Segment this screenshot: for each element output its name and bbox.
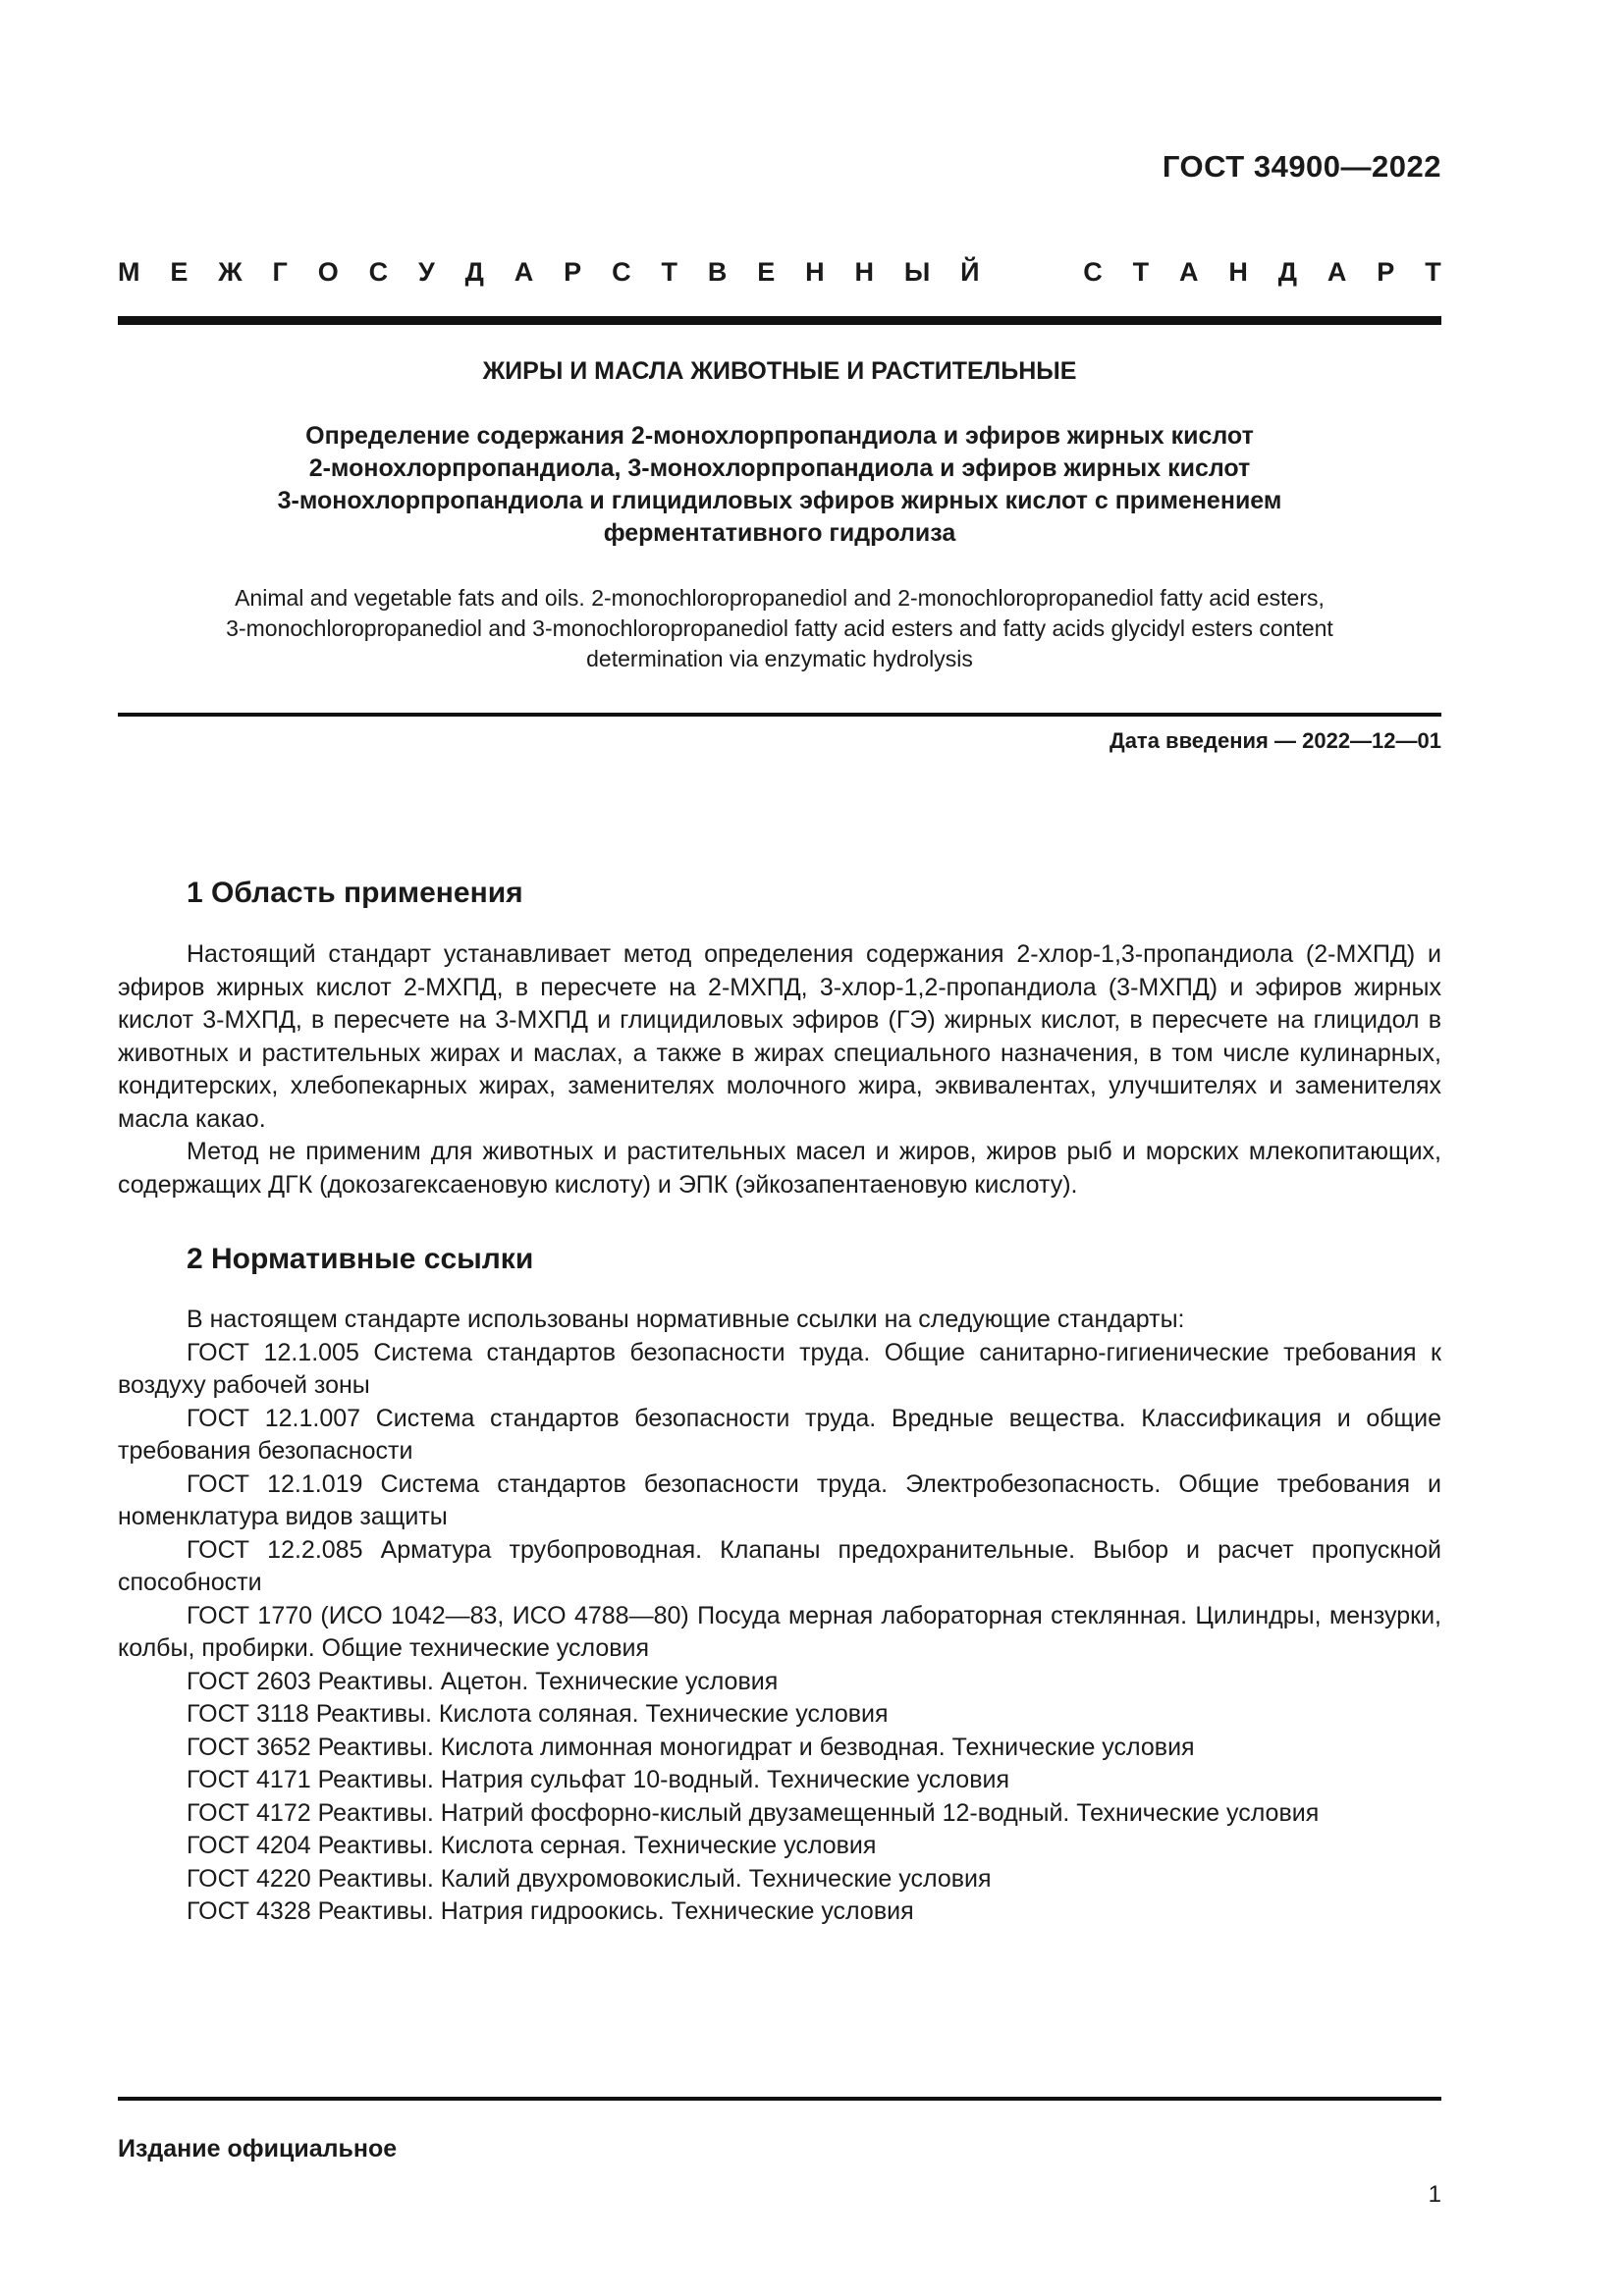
page-number: 1 (1428, 2181, 1441, 2208)
subtitle-line: ферментативного гидролиза (603, 519, 956, 547)
letter: Р (564, 257, 582, 287)
document-title: ЖИРЫ И МАСЛА ЖИВОТНЫЕ И РАСТИТЕЛЬНЫЕ (482, 357, 1077, 385)
reference-item: ГОСТ 4328 Реактивы. Натрия гидроокись. Технические условия (187, 1897, 914, 1925)
letter: Д (464, 257, 484, 287)
reference-item: ГОСТ 2603 Реактивы. Ацетон. Технические условия (187, 1667, 779, 1695)
letter: С (1083, 257, 1103, 287)
letter: Ж (218, 257, 243, 287)
letter: В (707, 257, 728, 287)
reference-item: ГОСТ 1770 (ИСО 1042—83, ИСО 4788—80) Посуда мерная лабораторная стеклянная. Цилиндры, мензурки, колбы, пробирки. Общие технические условия (118, 1601, 1441, 1662)
section-1-body (118, 938, 1441, 1201)
letter: С (368, 257, 389, 287)
english-title-line: Animal and vegetable fats and oils. 2-monochloropropanediol and 2-monochloropropanediol fatty acid esters, (235, 585, 1325, 611)
paragraph: Настоящий стандарт устанавливает метод определения содержания 2-хлор-1,3-пропандиола (2-МХПД) и эфиров жирных кислот 2-МХПД, в пересчете на 2-МХПД, 3-хлор-1,2-пропандиола (3-МХПД) и эфиров жирных кислот 3-МХПД, в пересчете на 3-МХПД и глицидиловых эфиров (ГЭ) жирных кислот, в пересчете на глицидол в животных и растительных жирах и маслах, а также в жирах специального назначения, в том числе кулинарных, кондитерских, хлебопекарных жирах, заменителях молочного жира, эквивалентах, улучшителях и заменителях масла какао. (118, 940, 1441, 1133)
letter: Й (960, 257, 980, 287)
letter: Т (1132, 257, 1150, 287)
reference-item: ГОСТ 12.2.085 Арматура трубопроводная. Клапаны предохранительные. Выбор и расчет пропускной способности (118, 1535, 1441, 1596)
letter: Е (170, 257, 189, 287)
footer-divider (118, 2097, 1441, 2101)
reference-item: ГОСТ 4204 Реактивы. Кислота серная. Технические условия (187, 1832, 877, 1859)
reference-item: ГОСТ 4220 Реактивы. Калий двухромовокислый. Технические условия (187, 1864, 992, 1893)
word-gap (1009, 257, 1053, 288)
letter: Е (757, 257, 776, 287)
section-1-heading: 1 Область применения (187, 877, 523, 909)
english-title-line: determination via enzymatic hydrolysis (586, 646, 973, 671)
reference-item: ГОСТ 4171 Реактивы. Натрия сульфат 10-водный. Технические условия (187, 1766, 1009, 1793)
letter: О (317, 257, 339, 287)
english-title (118, 583, 1441, 674)
reference-item: ГОСТ 12.1.005 Система стандартов безопасности труда. Общие санитарно-гигиенические требования к воздуху рабочей зоны (118, 1338, 1441, 1399)
paragraph: Метод не применим для животных и растительных масел и жиров, жиров рыб и морских млекопитающих, содержащих ДГК (докозагексаеновую кислоту) и ЭПК (эйкозапентаеновую кислоту). (118, 1138, 1441, 1199)
header-divider (118, 316, 1441, 325)
letter: Н (1228, 257, 1248, 287)
document-number: ГОСТ 34900—2022 (1162, 149, 1441, 184)
letter: М (118, 257, 140, 287)
reference-item: ГОСТ 3118 Реактивы. Кислота соляная. Технические условия (187, 1700, 889, 1728)
english-title-line: 3-monochloropropanediol and 3-monochloropropanediol fatty acid esters and fatty acids glycidyl esters content (226, 615, 1333, 641)
section-2-body (118, 1304, 1441, 1929)
letter: А (1179, 257, 1199, 287)
letter: Д (1277, 257, 1298, 287)
letter: Н (854, 257, 874, 287)
letter: Т (661, 257, 677, 287)
introduction-date: Дата введения — 2022—12—01 (1110, 728, 1441, 753)
reference-item: ГОСТ 3652 Реактивы. Кислота лимонная моногидрат и безводная. Технические условия (187, 1733, 1195, 1761)
letter: Г (272, 257, 288, 287)
subtitle-line: 3-монохлорпропандиола и глицидиловых эфиров жирных кислот с применением (277, 487, 1282, 514)
reference-item: ГОСТ 12.1.019 Система стандартов безопасности труда. Электробезопасность. Общие требования и номенклатура видов защиты (118, 1469, 1441, 1530)
standard-type-label (118, 257, 1441, 288)
letter: А (1326, 257, 1347, 287)
title-divider (118, 713, 1441, 717)
letter: А (514, 257, 534, 287)
letter: Н (805, 257, 825, 287)
letter: Т (1425, 257, 1441, 287)
reference-item: ГОСТ 4172 Реактивы. Натрий фосфорно-кислый двузамещенный 12-водный. Технические условия (187, 1798, 1320, 1827)
letter: Р (1377, 257, 1395, 287)
document-subtitle (118, 420, 1441, 550)
edition-label: Издание официальное (118, 2135, 398, 2163)
section-2-heading: 2 Нормативные ссылки (187, 1243, 534, 1275)
reference-item: ГОСТ 12.1.007 Система стандартов безопасности труда. Вредные вещества. Классификация и общие требования безопасности (118, 1404, 1441, 1465)
letter: У (418, 257, 435, 287)
subtitle-line: 2-монохлорпропандиола, 3-монохлорпропандиола и эфиров жирных кислот (308, 454, 1251, 482)
subtitle-line: Определение содержания 2-монохлорпропандиола и эфиров жирных кислот (305, 422, 1254, 450)
paragraph: В настоящем стандарте использованы нормативные ссылки на следующие стандарты: (187, 1306, 1185, 1333)
letter: Ы (903, 257, 931, 287)
letter: С (612, 257, 631, 287)
